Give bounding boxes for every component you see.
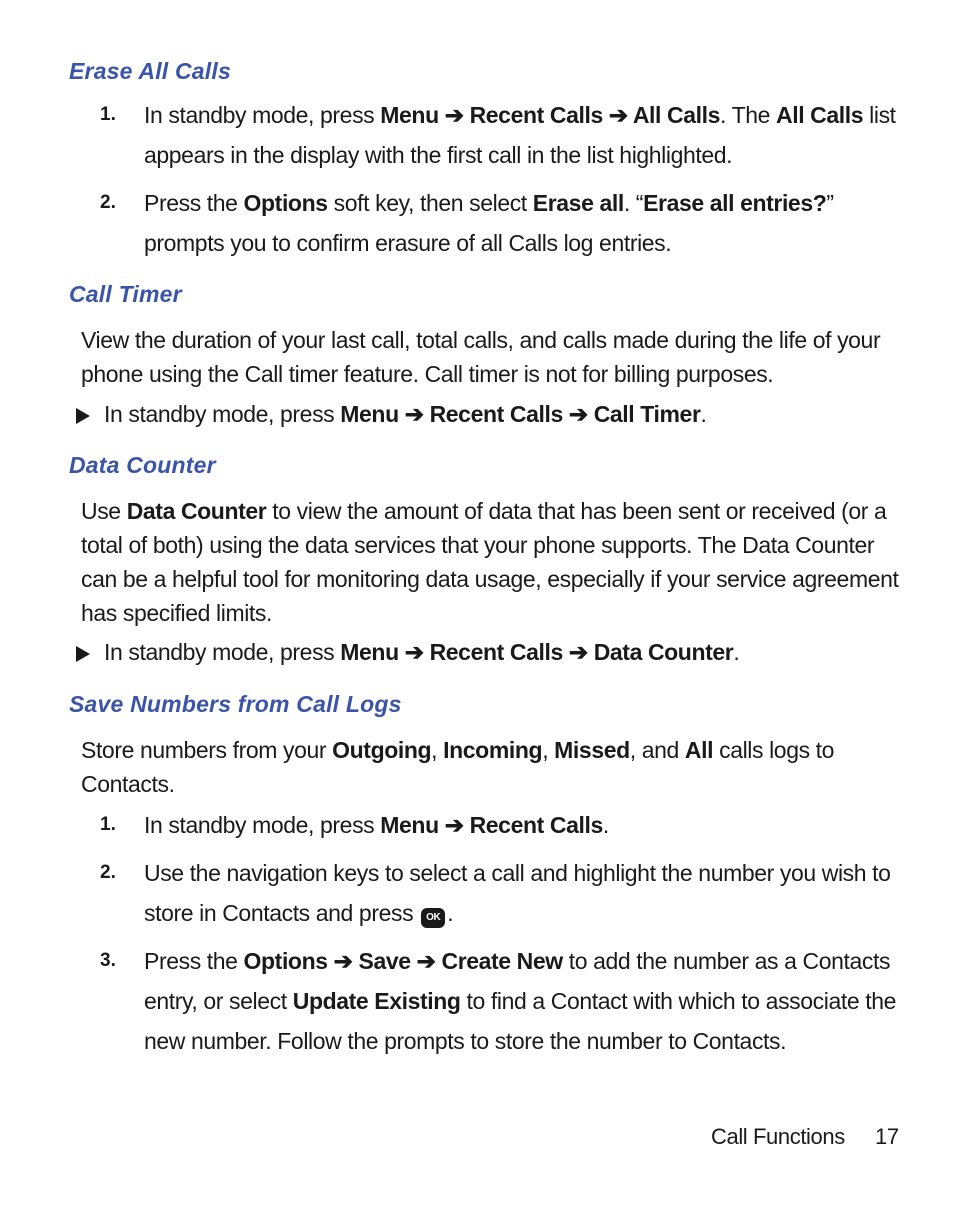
step-text: Use the navigation keys to select a call and highlight the number you wish to store in Contacts and press OK . — [144, 860, 891, 926]
page-number: 17 — [875, 1124, 899, 1149]
step-text: In standby mode, press Menu ➔ Recent Calls. — [144, 812, 609, 838]
list-item — [100, 183, 910, 263]
footer-chapter-title: Call Functions — [711, 1124, 845, 1149]
step-text: In standby mode, press Menu ➔ Recent Calls ➔ All Calls. The All Calls list appears in the display with the first call in the list highlighted. — [144, 102, 896, 168]
triangle-bullet-icon — [76, 646, 90, 662]
paragraph: View the duration of your last call, total calls, and calls made during the life of your phone using the Call timer feature. Call timer is not for billing purposes. — [81, 327, 881, 387]
section-title-call-timer: Call Timer — [69, 281, 182, 307]
list-item — [100, 805, 910, 845]
step-text: Press the Options ➔ Save ➔ Create New to add the number as a Contacts entry, or select Update Existing to find a Contact with which to associate the new number. Follow the prompts to store the number to Contacts. — [144, 948, 897, 1054]
step-text: Press the Options soft key, then select Erase all. “Erase all entries?” prompts you to confirm erasure of all Calls log entries. — [144, 190, 834, 256]
section-title-save-numbers: Save Numbers from Call Logs — [69, 691, 402, 717]
section-title-erase-all-calls: Erase All Calls — [69, 58, 231, 84]
ok-key-icon: OK — [421, 908, 445, 928]
paragraph: Store numbers from your Outgoing, Incoming, Missed, and All calls logs to Contacts. — [81, 737, 835, 797]
step-number: 2. — [100, 192, 116, 213]
paragraph: Use Data Counter to view the amount of data that has been sent or received (or a total of both) using the data services that your phone supports. The Data Counter can be a helpful tool for monitoring data usage, especially if your service agreement has specified limits. — [81, 498, 899, 626]
section-title-data-counter: Data Counter — [69, 452, 216, 478]
step-number: 3. — [100, 950, 116, 971]
step-number: 1. — [100, 814, 116, 835]
triangle-bullet-icon — [76, 408, 90, 424]
list-item — [100, 95, 910, 175]
bullet-item: In standby mode, press Menu ➔ Recent Calls ➔ Call Timer. — [76, 399, 916, 429]
bullet-item: In standby mode, press Menu ➔ Recent Calls ➔ Data Counter. — [76, 637, 916, 667]
list-item — [100, 941, 910, 1061]
step-number: 2. — [100, 862, 116, 883]
step-number: 1. — [100, 104, 116, 125]
list-item — [100, 853, 910, 933]
